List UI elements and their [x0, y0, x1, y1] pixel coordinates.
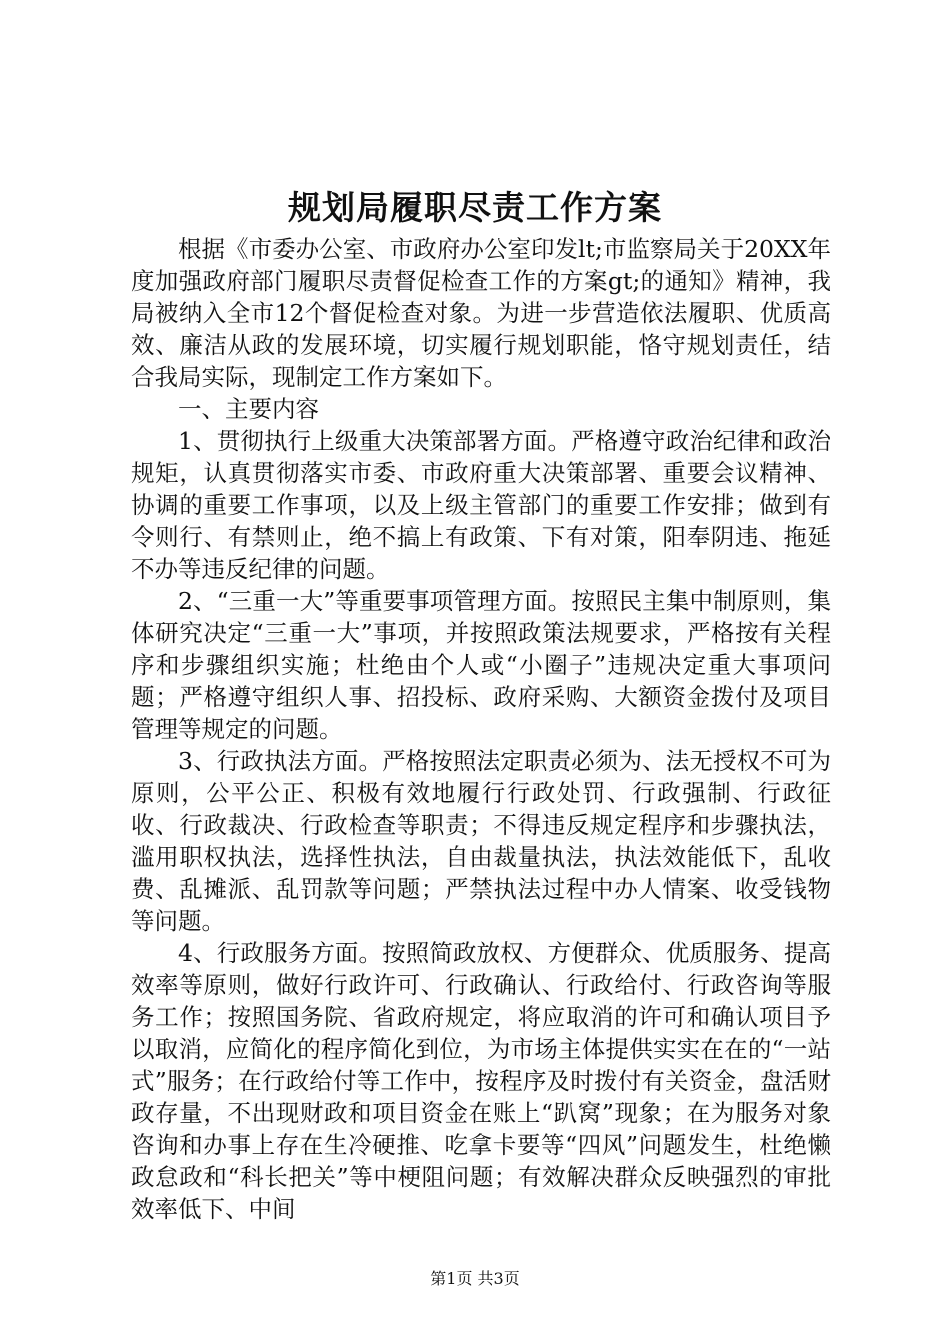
paragraph-item-4: 4、行政服务方面。按照简政放权、方便群众、优质服务、提高效率等原则，做好行政许可、行政确认、行政给付、行政咨询等服务工作；按照国务院、省政府规定，将应取消的许可和确认项目予以取消，应简化的程序简化到位，为市场主体提供实实在在的“一站式”服务；在行政给付等工作中，按程序及时拨付有关资金，盘活财政存量，不出现财政和项目资金在账上“趴窝”现象；在为服务对象咨询和办事上存在生冷硬推、吃拿卡要等“四风”问题发生，杜绝懒政怠政和“科长把关”等中梗阻问题；有效解决群众反映强烈的审批效率低下、中间 [131, 939, 831, 1223]
document-title: 规划局履职尽责工作方案 [288, 188, 662, 227]
paragraph-item-3: 3、行政执法方面。严格按照法定职责必须为、法无授权不可为原则，公平公正、积极有效地履行行政处罚、行政强制、行政征收、行政裁决、行政检查等职责；不得违反规定程序和步骤执法，滥用职权执法，选择性执法，自由裁量执法，执法效能低下，乱收费、乱摊派、乱罚款等问题；严禁执法过程中办人情案、收受钱物等问题。 [131, 747, 831, 935]
paragraph-item-2: 2、“三重一大”等重要事项管理方面。按照民主集中制原则，集体研究决定“三重一大”事项，并按照政策法规要求，严格按有关程序和步骤组织实施；杜绝由个人或“小圈子”违规决定重大事项问题；严格遵守组织人事、招投标、政府采购、大额资金拨付及项目管理等规定的问题。 [131, 587, 831, 743]
page-footer: 第1页 共3页 [430, 1269, 520, 1288]
document-body [131, 233, 831, 1225]
paragraph-item-1: 1、贯彻执行上级重大决策部署方面。严格遵守政治纪律和政治规矩，认真贯彻落实市委、市政府重大决策部署、重要会议精神、协调的重要工作事项，以及上级主管部门的重要工作安排；做到有令则行、有禁则止，绝不搞上有政策、下有对策，阳奉阴违、拖延不办等违反纪律的问题。 [131, 427, 831, 583]
section-heading-main-content: 一、主要内容 [178, 395, 319, 423]
paragraph-intro: 根据《市委办公室、市政府办公室印发lt;市监察局关于20XX年度加强政府部门履职尽责督促检查工作的方案gt;的通知》精神，我局被纳入全市12个督促检查对象。为进一步营造依法履职、优质高效、廉洁从政的发展环境，切实履行规划职能，恪守规划责任，结合我局实际，现制定工作方案如下。 [131, 235, 831, 391]
